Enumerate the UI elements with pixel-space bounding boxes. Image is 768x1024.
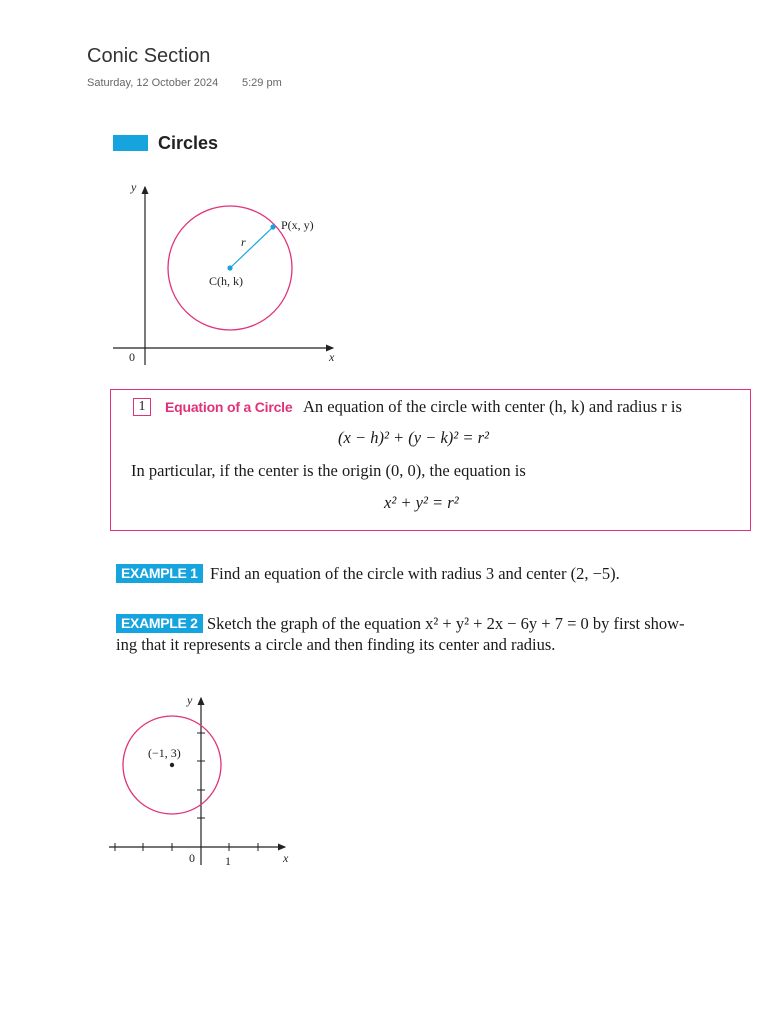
example-1-badge: EXAMPLE 1	[116, 564, 203, 583]
tick-label-1: 1	[225, 854, 231, 868]
equation-statement: An equation of the circle with center (h, k) and radius r is	[303, 397, 682, 416]
y-axis-label: y	[187, 693, 193, 707]
radius-label: r	[241, 235, 246, 249]
point-label: P(x, y)	[281, 218, 314, 232]
example-1-text: Find an equation of the circle with radius 3 and center (2, −5).	[210, 564, 620, 583]
equation-number: 1	[133, 398, 151, 416]
page-time: 5:29 pm	[242, 77, 282, 89]
section-heading: Circles	[158, 133, 219, 153]
y-axis-label: y	[131, 180, 137, 194]
example-2-circle-diagram	[105, 690, 305, 870]
center-point	[227, 265, 232, 270]
center-label: (−1, 3)	[148, 746, 181, 760]
origin-label: 0	[129, 350, 135, 364]
page-date: Saturday, 12 October 2024	[87, 77, 219, 89]
page-title: Conic Section	[87, 45, 211, 67]
particular-case-text: In particular, if the center is the origin (0, 0), the equation is	[131, 461, 526, 480]
origin-equation: x² + y² = r²	[384, 493, 459, 512]
center-point	[170, 763, 174, 767]
x-axis-label: x	[329, 350, 335, 364]
origin-label: 0	[189, 851, 195, 865]
example-2-badge: EXAMPLE 2	[116, 614, 203, 633]
example-2-text-line2: ing that it represents a circle and then finding its center and radius.	[116, 635, 556, 654]
example-2-text-line1: Sketch the graph of the equation x² + y² + 2x − 6y + 7 = 0 by first show-	[207, 614, 685, 633]
center-label: C(h, k)	[209, 274, 243, 288]
section-color-bar	[113, 135, 148, 151]
circle-diagram	[105, 175, 355, 370]
general-equation: (x − h)² + (y − k)² = r²	[338, 428, 489, 447]
point-p	[270, 224, 275, 229]
x-axis-label: x	[283, 851, 289, 865]
equation-name: Equation of a Circle	[165, 399, 293, 415]
radius-line	[230, 227, 273, 268]
